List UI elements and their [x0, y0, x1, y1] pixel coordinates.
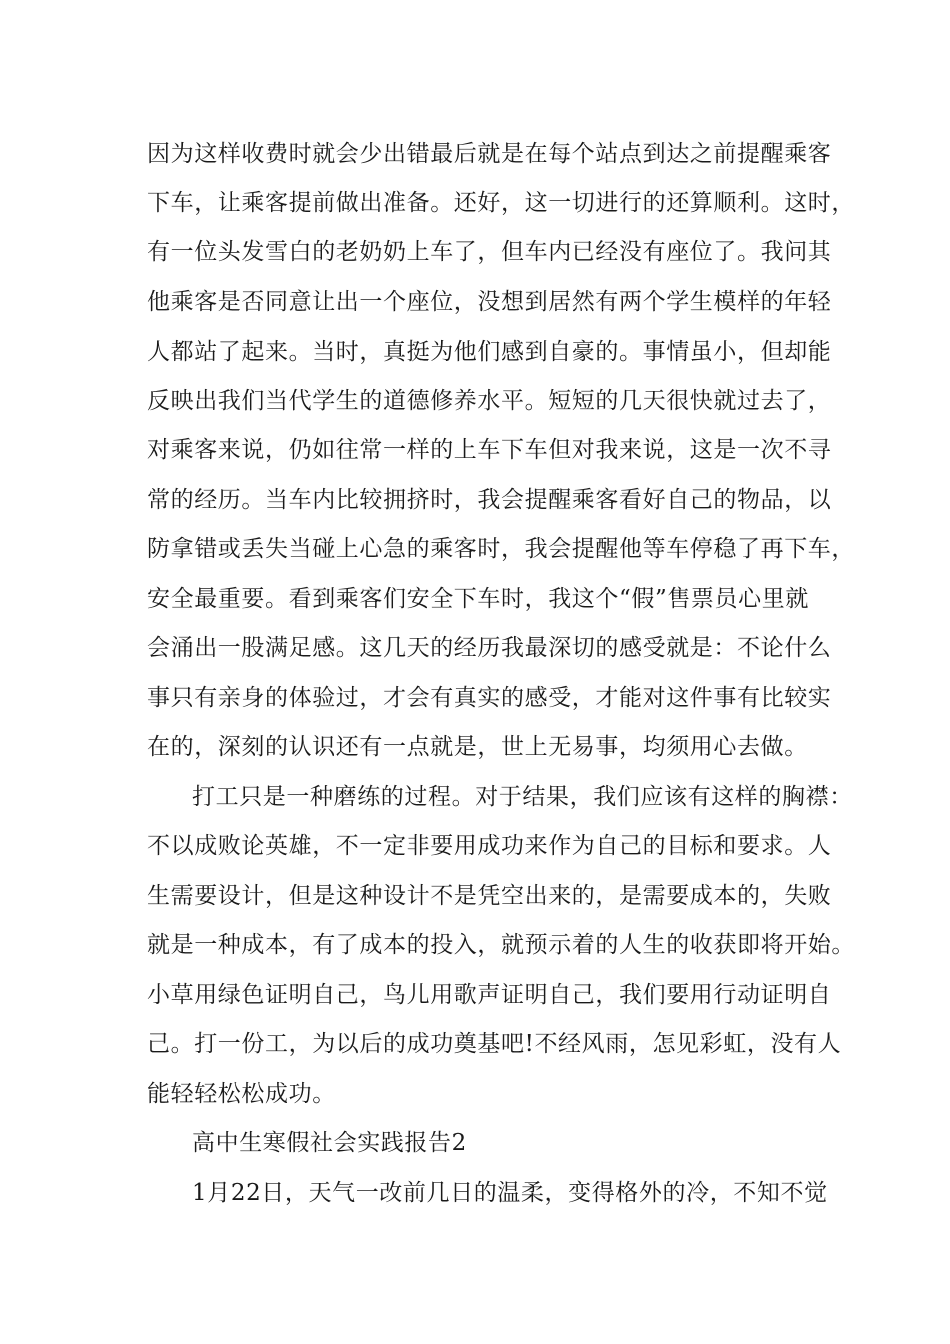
body-text-line: 下车，让乘客提前做出准备。还好，这一切进行的还算顺利。这时， — [147, 190, 855, 216]
body-text-line: 对乘客来说，仍如往常一样的上车下车但对我来说，这是一次不寻 — [147, 437, 832, 463]
body-text-line: 己。打一份工，为以后的成功奠基吧!不经风雨，怎见彩虹，没有人 — [147, 1031, 842, 1057]
body-text-line: 他乘客是否同意让出一个座位，没想到居然有两个学生模样的年轻 — [147, 289, 832, 315]
body-text-line: 会涌出一股满足感。这几天的经历我最深切的感受就是：不论什么 — [147, 635, 832, 661]
body-text-line: 在的，深刻的认识还有一点就是，世上无易事，均须用心去做。 — [147, 734, 808, 760]
body-text-line: 不以成败论英雄，不一定非要用成功来作为自己的目标和要求。人 — [147, 833, 832, 859]
body-text-line: 能轻轻松松成功。 — [147, 1081, 336, 1107]
body-text-line: 小草用绿色证明自己，鸟儿用歌声证明自己，我们要用行动证明自 — [147, 982, 832, 1008]
paragraph-first-line: 打工只是一种磨练的过程。对于结果，我们应该有这样的胸襟： — [192, 784, 853, 810]
body-text-line: 反映出我们当代学生的道德修养水平。短短的几天很快就过去了， — [147, 388, 832, 414]
section-heading: 高中生寒假社会实践报告2 — [192, 1130, 467, 1156]
body-text-line: 防拿错或丢失当碰上心急的乘客时，我会提醒他等车停稳了再下车， — [147, 536, 855, 562]
body-text-line: 因为这样收费时就会少出错最后就是在每个站点到达之前提醒乘客 — [147, 141, 832, 167]
body-text-line: 人都站了起来。当时，真挺为他们感到自豪的。事情虽小，但却能 — [147, 339, 832, 365]
body-text-line: 事只有亲身的体验过，才会有真实的感受，才能对这件事有比较实 — [147, 685, 832, 711]
body-text-line: 生需要设计，但是这种设计不是凭空出来的，是需要成本的，失败 — [147, 883, 832, 909]
body-text-line: 常的经历。当车内比较拥挤时，我会提醒乘客看好自己的物品，以 — [147, 487, 832, 513]
body-text-line: 有一位头发雪白的老奶奶上车了，但车内已经没有座位了。我问其 — [147, 239, 832, 265]
body-text-line: 就是一种成本，有了成本的投入，就预示着的人生的收获即将开始。 — [147, 932, 855, 958]
body-text-line: 安全最重要。看到乘客们安全下车时，我这个“假”售票员心里就 — [147, 586, 809, 612]
paragraph-first-line: 1月22日，天气一改前几日的温柔，变得格外的冷，不知不觉 — [192, 1180, 828, 1206]
